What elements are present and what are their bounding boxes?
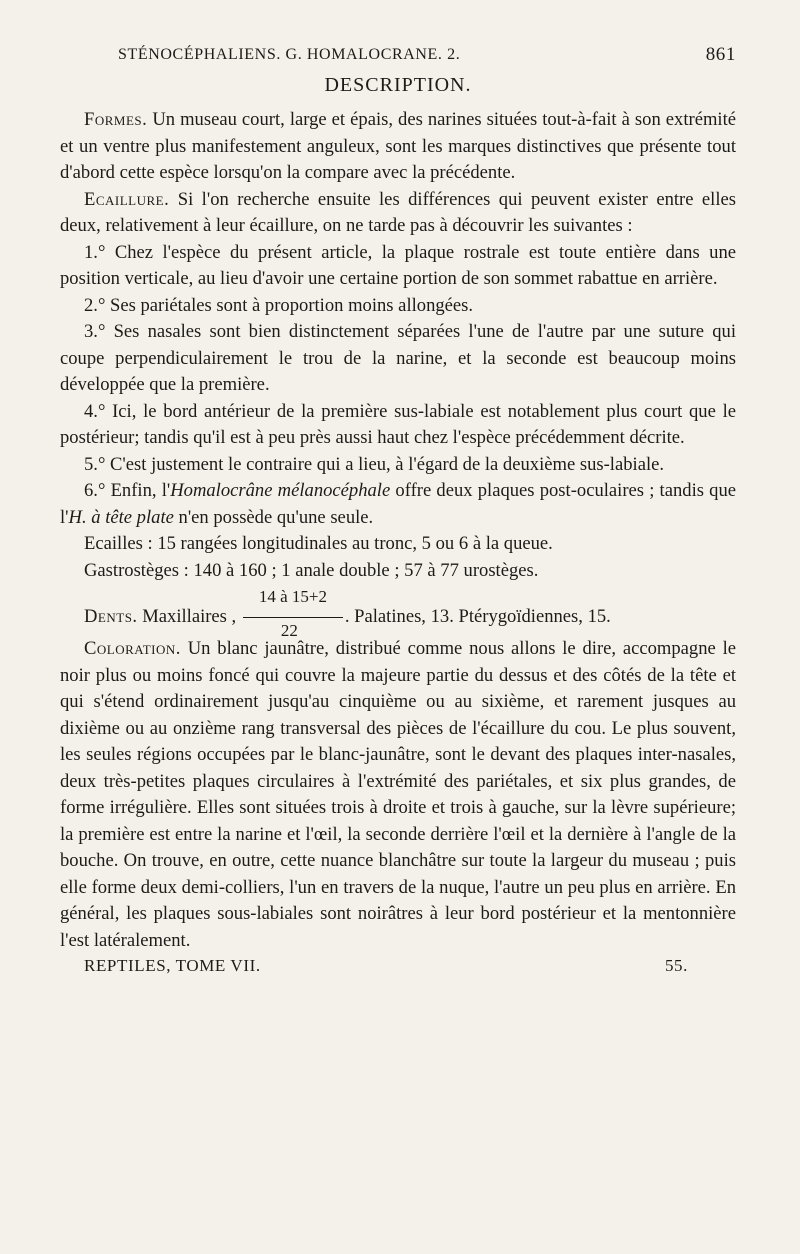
maxillaires-label: Maxillaires , <box>142 606 237 627</box>
list-item-3: 3.° Ses nasales sont bien distinctement séparées l'une de l'autre par une suture qui coupe perpendiculairement le trou de la narine, et la seconde est beaucoup moins développée que la première. <box>60 321 736 395</box>
species-name-italic: Homalocrâne mélanocéphale <box>170 480 391 501</box>
gastrosteges-line: Gastrostèges : 140 à 160 ; 1 anale double ; 57 à 77 urostèges. <box>84 559 539 581</box>
fraction-numerator: 14 à 15+2 <box>258 586 328 606</box>
list-item-4: 4.° Ici, le bord antérieur de la première sus-labiale est notablement plus court que le postérieur; tandis qu'il est à peu près aussi haut chez l'espèce précédemment décrite. <box>60 400 736 448</box>
ecaillure-text: Si l'on recherche ensuite les différences qui peuvent exister entre elles deux, relativement à leur écaillure, on ne tarde pas à découvrir les suivantes : <box>60 188 736 236</box>
ecaillure-label: Ecaillure. <box>84 188 170 210</box>
paragraph-ecaillure <box>60 187 736 240</box>
page-footer <box>60 954 736 980</box>
running-head-title: STÉNOCÉPHALIENS. G. HOMALOCRANE. 2. <box>118 46 461 63</box>
footer-signature: 55. <box>664 956 688 975</box>
paragraph-formes <box>60 107 736 187</box>
list-item-1: 1.° Chez l'espèce du présent article, la plaque rostrale est toute entière dans une position verticale, au lieu d'avoir une certaine portion de son sommet rabattue en arrière. <box>60 241 736 289</box>
dental-fraction <box>243 586 343 640</box>
coloration-label: Coloration. <box>84 638 181 659</box>
page-number: 861 <box>705 44 736 65</box>
list-item-2: 2.° Ses pariétales sont à proportion moins allongées. <box>84 294 474 316</box>
coloration-text: Un blanc jaunâtre, distribué comme nous allons le dire, accompagne le noir plus ou moins foncé qui couvre la majeure partie du dessus et des côtés de la tête et qui s'étend ordinairement jusqu'au cinquième ou au sixième, et rarement jusques au dixième ou au onzième rang transversal des pièces de l'écaillure du cou. Le plus souvent, les seules régions occupées par le blanc-jaunâtre, sont le devant des plaques inter-nasales, deux très-petites plaques circulaires à l'extrémité des pariétales, et six plus grandes, de forme irrégulière. Elles sont situées trois à droite et trois à gauche, sur la lèvre supérieure; la première est entre la narine et l'œil, la seconde derrière l'œil et la dernière à l'angle de la bouche. On trouve, en outre, cette nuance blanchâtre sur toute la largeur du museau ; puis elle forme deux demi-colliers, l'un en travers de la nuque, l'autre un peu plus en arrière. En général, les plaques sous-labiales sont noirâtres à leur bord postérieur et la mentonnière l'est latéralement. <box>60 638 736 951</box>
fraction-bar <box>243 617 343 618</box>
footer-volume: REPTILES, TOME VII. <box>84 956 261 975</box>
dents-formula <box>60 584 736 640</box>
list-item-5: 5.° C'est justement le contraire qui a lieu, à l'égard de la deuxième sus-labiale. <box>84 453 665 475</box>
running-head <box>60 28 736 65</box>
dents-rest: . Palatines, 13. Ptérygoïdiennes, 15. <box>344 606 611 627</box>
fraction-denominator: 22 <box>280 620 298 640</box>
document-page <box>60 28 736 980</box>
species-abbrev-italic: H. à tête plate <box>68 506 174 528</box>
paragraph-coloration <box>60 636 736 954</box>
section-title: DESCRIPTION. <box>324 74 472 96</box>
formes-label: Formes. <box>84 109 148 130</box>
item6-pre: 6.° Enfin, l' <box>84 480 171 501</box>
list-item-6 <box>60 478 736 531</box>
item6-post: n'en possède qu'une seule. <box>173 506 374 528</box>
ecailles-line: Ecailles : 15 rangées longitudinales au tronc, 5 ou 6 à la queue. <box>84 533 553 554</box>
dents-label: Dents. <box>84 606 138 627</box>
formes-text: Un museau court, large et épais, des narines situées tout-à-fait à son extrémité et un ventre plus manifestement anguleux, sont les marques distinctives que présente tout d'abord cette espèce lorsqu'on la compare avec la précédente. <box>60 109 736 183</box>
item6-mid: offre deux plaques post-oculaires ; tandis que l' <box>60 480 737 528</box>
